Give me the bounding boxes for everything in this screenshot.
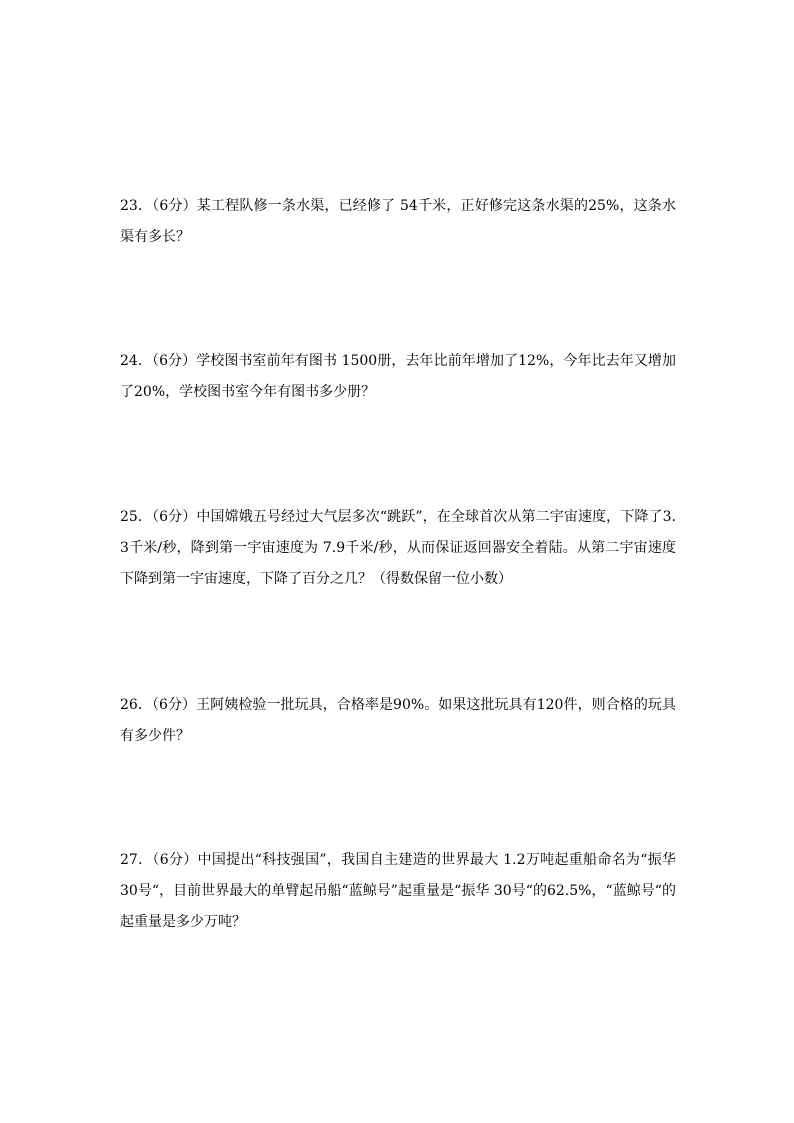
- question-26: 26．（6分）王阿姨检验一批玩具，合格率是90%。如果这批玩具有120件，则合格的玩具有多少件？: [120, 697, 676, 744]
- question-25: 25．（6分）中国嫦娥五号经过大气层多次“跳跃”，在全球首次从第二宇宙速度，下降了3.3千米/秒，降到第一宇宙速度为 7.9千米/秒，从而保证返回器安全着陆。从第二宇宙速度下降到第一宇宙速度，下降了百分之几？（得数保留一位小数）: [120, 509, 676, 587]
- question-23: 23．（6分）某工程队修一条水渠，已经修了 54千米，正好修完这条水渠的25%，这条水渠有多长？: [120, 198, 676, 245]
- question-24: 24．（6分）学校图书室前年有图书 1500册，去年比前年增加了12%，今年比去年又增加了20%，学校图书室今年有图书多少册？: [120, 353, 676, 400]
- question-27: 27．（6分）中国提出“科技强国”，我国自主建造的世界最大 1.2万吨起重船命名为“振华 30号“，目前世界最大的单臂起吊船“蓝鲸号”起重量是“振华 30号“的62.5%，“蓝鲸号“的起重量是多少万吨？: [120, 852, 676, 930]
